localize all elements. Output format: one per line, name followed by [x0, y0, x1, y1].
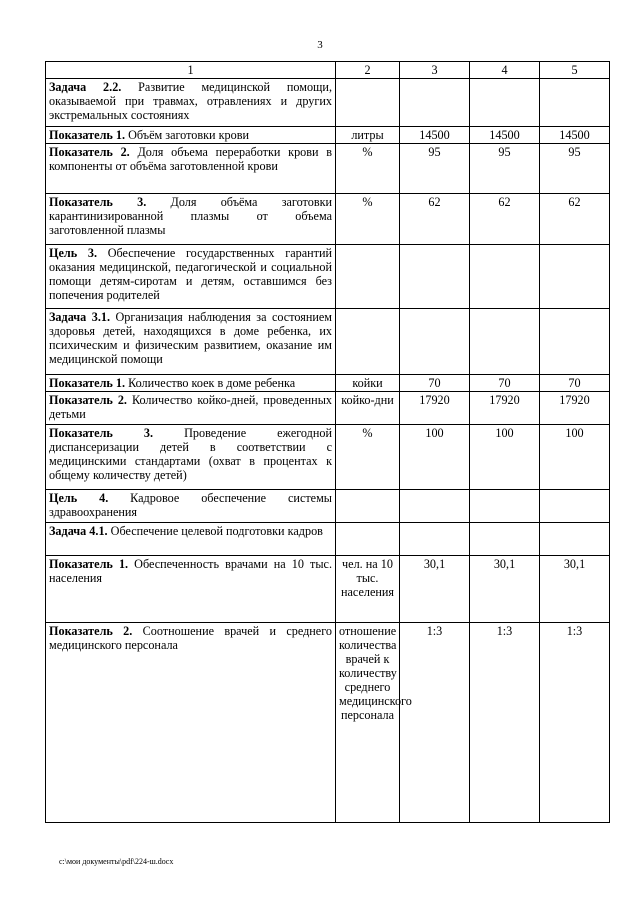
row-description [46, 375, 336, 392]
row-text: Доля объёма заготовки карантинизированной плазмы от объема заготовленной плазмы [49, 195, 333, 237]
row-value-5: 14500 [540, 127, 610, 144]
row-value-3 [400, 245, 470, 309]
row-value-5 [540, 309, 610, 375]
row-unit: % [336, 425, 400, 490]
table-row [46, 375, 610, 392]
row-text: Количество койко-дней, проведенных детьми [49, 393, 332, 421]
row-lead: Цель 3. [49, 246, 98, 260]
row-lead: Показатель 3. [49, 195, 147, 209]
row-lead: Показатель 3. [49, 426, 154, 440]
row-value-3: 62 [400, 194, 470, 245]
row-value-5: 30,1 [540, 556, 610, 623]
row-value-5 [540, 490, 610, 523]
row-value-3 [400, 79, 470, 127]
indicators-table [45, 61, 610, 823]
row-value-3: 1:3 [400, 623, 470, 823]
row-value-5: 17920 [540, 392, 610, 425]
table-row [46, 127, 610, 144]
row-lead: Задача 4.1. [49, 524, 108, 538]
table-row [46, 245, 610, 309]
row-value-4 [470, 523, 540, 556]
row-unit: чел. на 10 тыс. населения [336, 556, 400, 623]
row-unit: койко-дни [336, 392, 400, 425]
row-value-5: 62 [540, 194, 610, 245]
row-text: Обеспеченность врачами на 10 тыс. населения [49, 557, 333, 585]
row-description [46, 523, 336, 556]
row-value-3 [400, 490, 470, 523]
row-value-4: 14500 [470, 127, 540, 144]
row-lead: Задача 3.1. [49, 310, 111, 324]
row-text: Организация наблюдения за состоянием здоровья детей, находящихся в доме ребенка, их психическим и физическим развитием, оказание им медицинской помощи [49, 310, 332, 366]
row-unit: % [336, 144, 400, 194]
row-value-4: 70 [470, 375, 540, 392]
row-lead: Задача 2.2. [49, 80, 122, 94]
row-lead: Цель 4. [49, 491, 109, 505]
row-value-3 [400, 309, 470, 375]
row-text: Проведение ежегодной диспансеризации детей в соответствии с медицинскими стандартами (охват в процентах к общему количеству детей) [49, 426, 333, 482]
row-value-4: 100 [470, 425, 540, 490]
row-description [46, 309, 336, 375]
column-header: 3 [400, 62, 470, 79]
row-lead: Показатель 1. [49, 128, 126, 142]
table-row [46, 490, 610, 523]
row-description [46, 490, 336, 523]
row-lead: Показатель 2. [49, 393, 127, 407]
column-header: 5 [540, 62, 610, 79]
row-value-4: 30,1 [470, 556, 540, 623]
row-value-4 [470, 490, 540, 523]
row-value-5: 1:3 [540, 623, 610, 823]
row-unit: литры [336, 127, 400, 144]
row-value-3: 14500 [400, 127, 470, 144]
row-value-5 [540, 79, 610, 127]
row-text: Доля объема переработки крови в компоненты от объёма заготовленной крови [49, 145, 333, 173]
row-description [46, 623, 336, 823]
row-value-3: 95 [400, 144, 470, 194]
table-row [46, 425, 610, 490]
row-unit [336, 79, 400, 127]
row-unit: % [336, 194, 400, 245]
row-unit: койки [336, 375, 400, 392]
row-value-3: 70 [400, 375, 470, 392]
row-unit [336, 523, 400, 556]
column-header: 4 [470, 62, 540, 79]
table-row [46, 392, 610, 425]
table-row [46, 194, 610, 245]
table-row [46, 523, 610, 556]
row-value-4: 17920 [470, 392, 540, 425]
row-lead: Показатель 1. [49, 557, 129, 571]
row-text: Объём заготовки крови [125, 128, 250, 142]
column-header: 2 [336, 62, 400, 79]
row-value-4: 95 [470, 144, 540, 194]
row-unit [336, 490, 400, 523]
table-row [46, 144, 610, 194]
row-value-3: 100 [400, 425, 470, 490]
row-value-4 [470, 309, 540, 375]
table-row [46, 309, 610, 375]
row-description [46, 194, 336, 245]
row-value-5: 95 [540, 144, 610, 194]
row-unit: отношение количества врачей к количеству среднего медицинского персонала [336, 623, 400, 823]
file-path-footer: c:\мои документы\pdf\224-ш.docx [59, 857, 174, 866]
row-description [46, 556, 336, 623]
row-description [46, 79, 336, 127]
row-text: Обеспечение целевой подготовки кадров [107, 524, 323, 538]
row-value-4 [470, 245, 540, 309]
row-value-5 [540, 523, 610, 556]
row-description [46, 425, 336, 490]
row-text: Соотношение врачей и среднего медицинского персонала [49, 624, 332, 652]
column-header: 1 [46, 62, 336, 79]
table-row [46, 556, 610, 623]
row-lead: Показатель 2. [49, 145, 130, 159]
page-number: 3 [317, 39, 323, 51]
row-value-3: 30,1 [400, 556, 470, 623]
row-value-5 [540, 245, 610, 309]
row-value-5: 70 [540, 375, 610, 392]
row-unit [336, 245, 400, 309]
row-unit [336, 309, 400, 375]
row-value-3 [400, 523, 470, 556]
row-description [46, 392, 336, 425]
row-value-3: 17920 [400, 392, 470, 425]
table-row [46, 79, 610, 127]
table-row [46, 623, 610, 823]
row-value-4 [470, 79, 540, 127]
row-value-5: 100 [540, 425, 610, 490]
table-header-row [46, 62, 610, 79]
row-value-4: 62 [470, 194, 540, 245]
row-text: Развитие медицинской помощи, оказываемой при травмах, отравлениях и других экстремальных состояниях [49, 80, 332, 122]
row-description [46, 245, 336, 309]
row-text: Обеспечение государственных гарантий оказания медицинской, педагогической и социальной помощи детям-сиротам и детям, оставшимся без попечения родителей [49, 246, 333, 302]
row-description [46, 144, 336, 194]
row-lead: Показатель 2. [49, 624, 133, 638]
row-text: Кадровое обеспечение системы здравоохранения [49, 491, 332, 519]
row-value-4: 1:3 [470, 623, 540, 823]
row-description [46, 127, 336, 144]
row-text: Количество коек в доме ребенка [125, 376, 296, 390]
row-lead: Показатель 1. [49, 376, 126, 390]
